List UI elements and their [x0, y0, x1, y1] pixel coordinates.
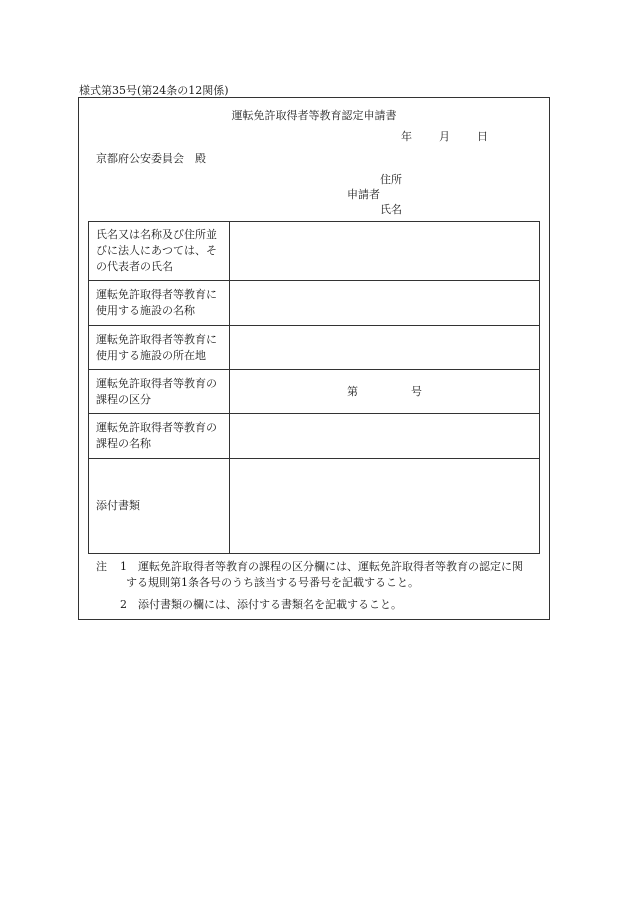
row-value-field[interactable]: [230, 459, 540, 554]
note-number: 1: [120, 560, 127, 573]
row-label: 運転免許取得者等教育の課程の区分: [89, 370, 230, 414]
note-text: 運転免許取得者等教育の課程の区分欄には、運転免許取得者等教育の認定に関: [138, 560, 523, 573]
date-year-label: 年: [401, 130, 412, 143]
table-row: [89, 326, 540, 370]
row-value-field[interactable]: [230, 222, 540, 281]
table-row: [89, 459, 540, 554]
date-day-label: 日: [477, 130, 488, 143]
row-label: 運転免許取得者等教育に使用する施設の名称: [89, 281, 230, 326]
course-number-suffix: 号: [411, 384, 422, 398]
applicant-address-label: 住所: [380, 173, 402, 186]
applicant-title-label: 申請者: [347, 188, 380, 201]
row-label: 運転免許取得者等教育に使用する施設の所在地: [89, 326, 230, 370]
date-month-label: 月: [439, 130, 450, 143]
row-value-field[interactable]: [230, 414, 540, 459]
addressee: 京都府公安委員会 殿: [96, 152, 206, 165]
form-label: 様式第35号(第24条の12関係): [79, 84, 229, 97]
note-number: 2: [120, 598, 127, 611]
table-row: [89, 222, 540, 281]
course-number-prefix: 第: [347, 384, 358, 398]
row-value-field[interactable]: [230, 281, 540, 326]
row-label: 添付書類: [89, 459, 230, 554]
table-row: [89, 370, 540, 414]
note-text: 添付書類の欄には、添付する書類名を記載すること。: [138, 598, 402, 611]
course-number-field[interactable]: [230, 370, 540, 414]
date-line: [401, 128, 488, 144]
notes-marker: 注: [96, 560, 107, 573]
form-title: 運転免許取得者等教育認定申請書: [231, 109, 397, 122]
application-table: [88, 221, 540, 554]
row-label: 運転免許取得者等教育の課程の名称: [89, 414, 230, 459]
table-row: [89, 414, 540, 459]
table-row: [89, 281, 540, 326]
row-value-field[interactable]: [230, 326, 540, 370]
row-label: 氏名又は名称及び住所並びに法人にあつては、その代表者の氏名: [89, 222, 230, 281]
note-text: する規則第1条各号のうち該当する号番号を記載すること。: [126, 576, 419, 589]
applicant-name-label: 氏名: [380, 203, 402, 216]
